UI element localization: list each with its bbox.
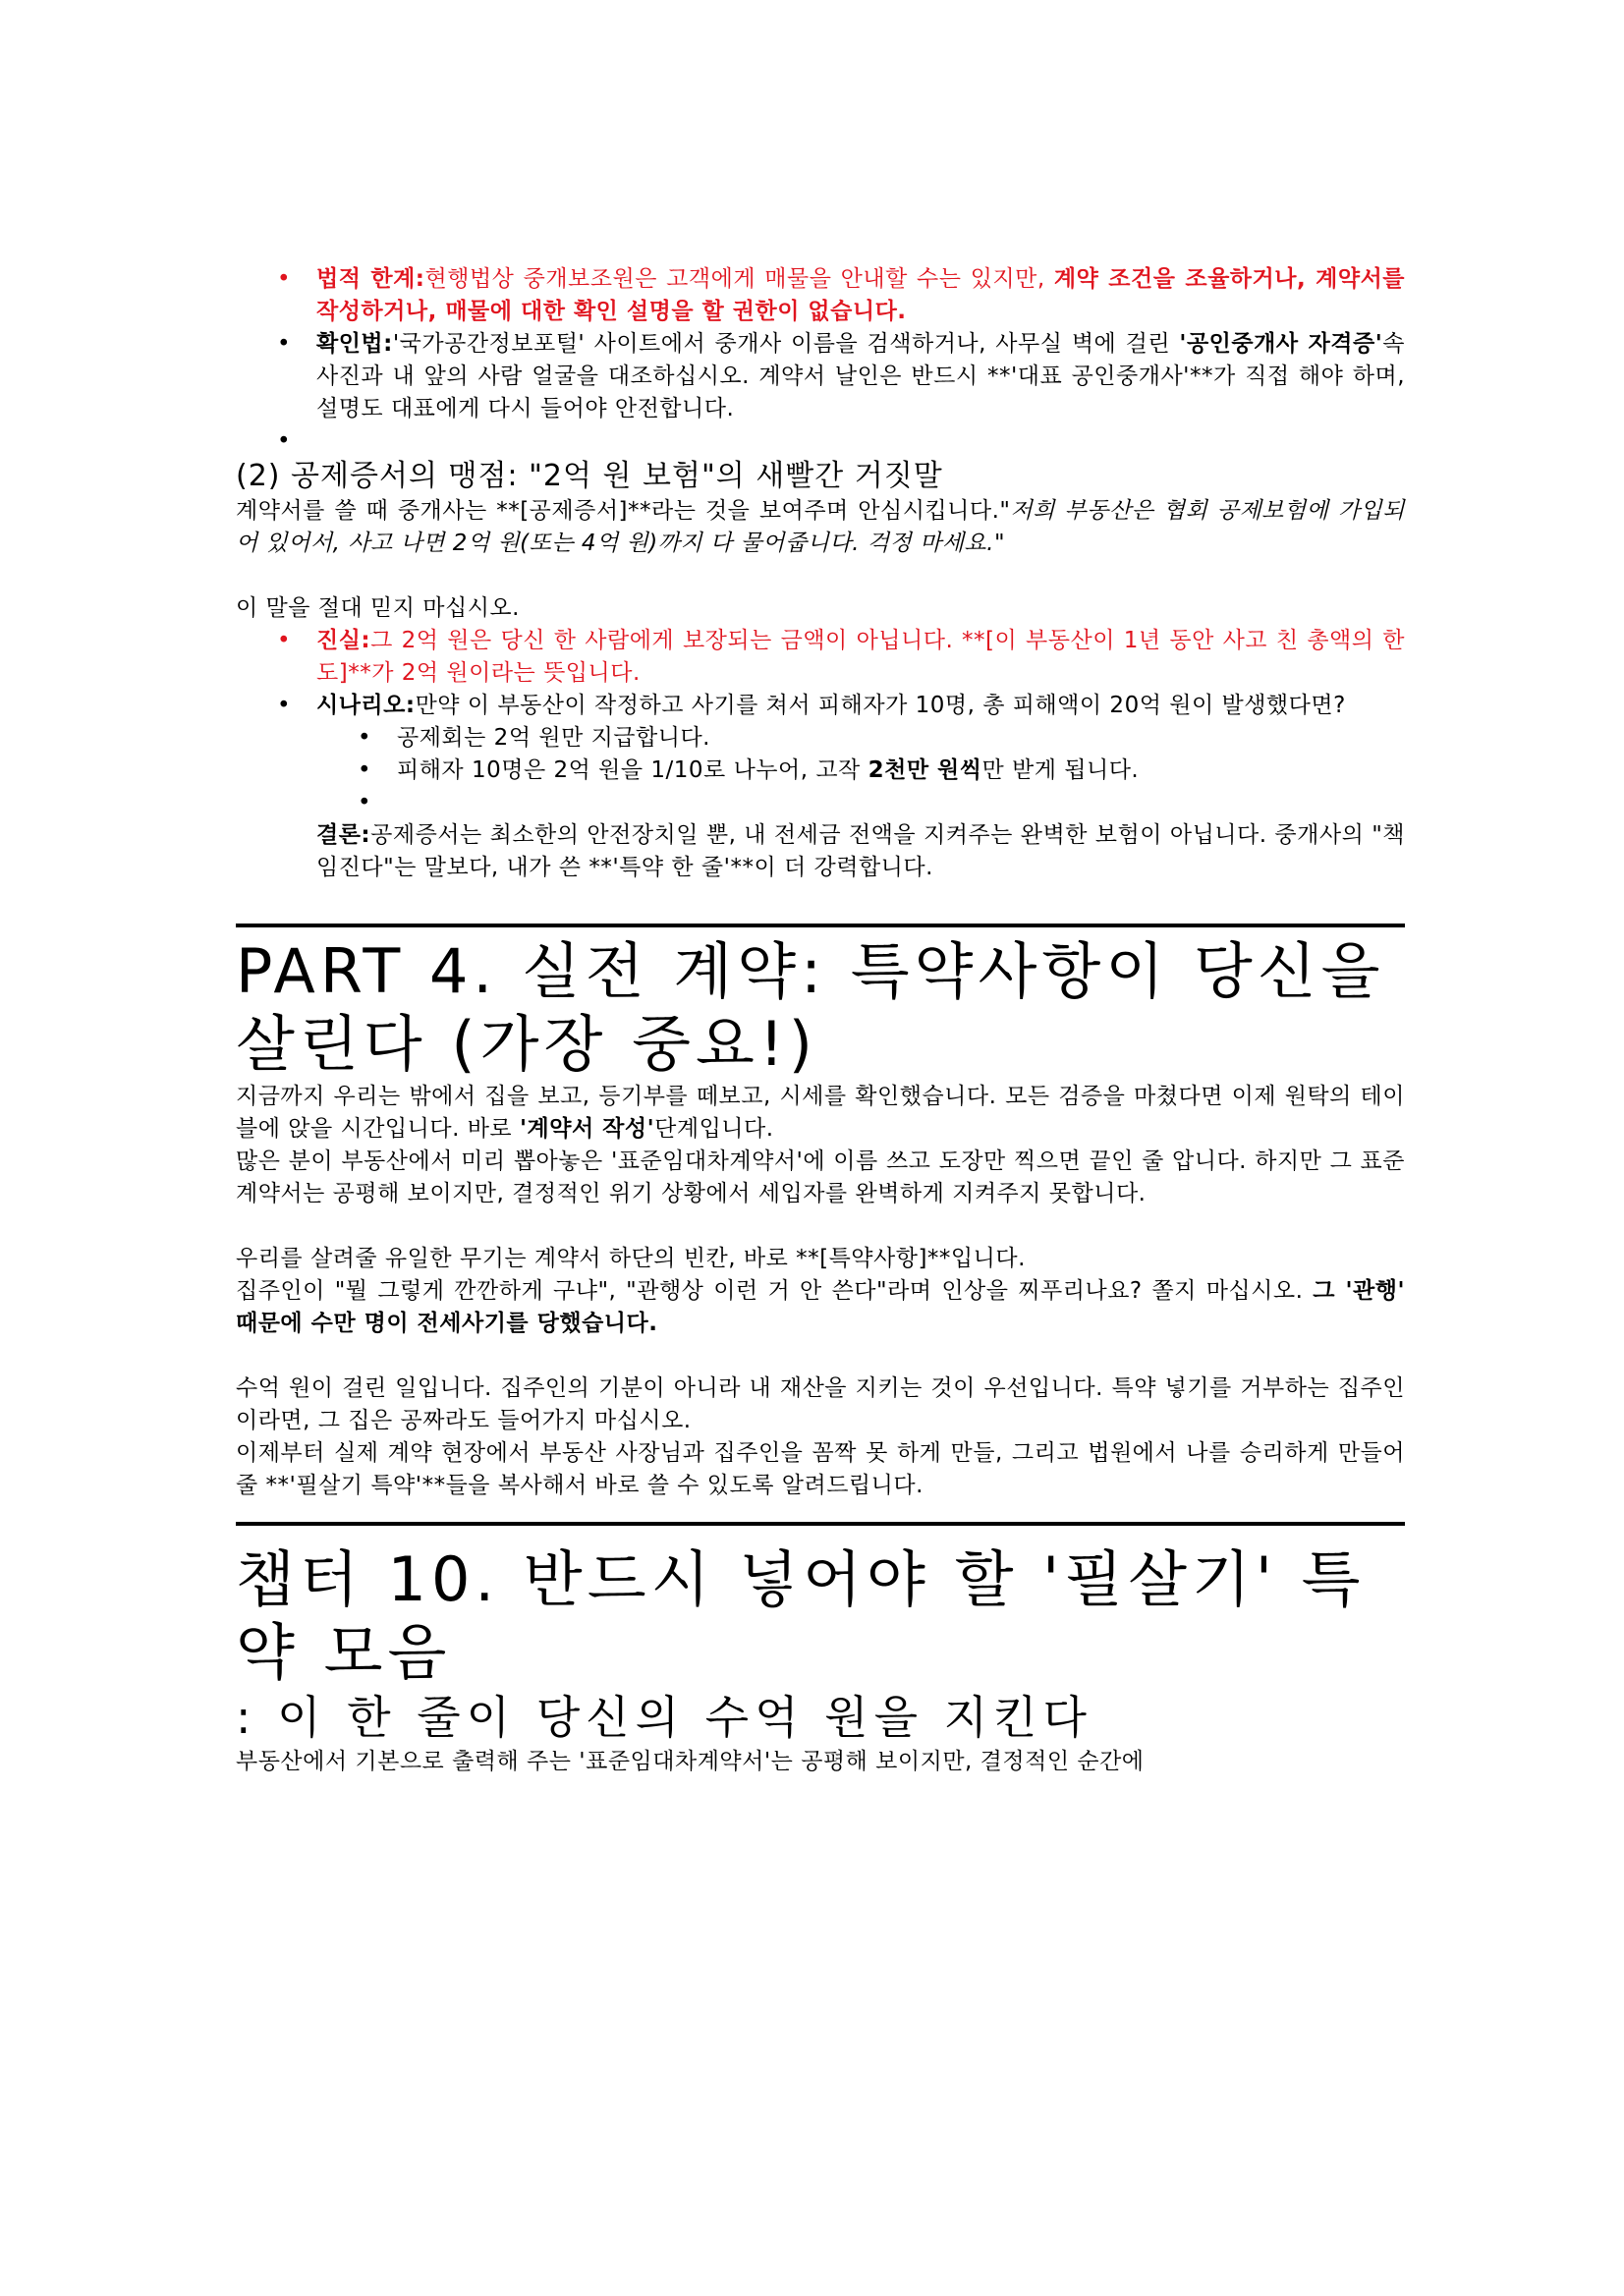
- text-run: 집주인이 "뭘 그렇게 깐깐하게 구냐", "관행상 이런 거 안 쓴다"라며 인상을 찌푸리나요? 쫄지 마십시오.: [236, 1278, 1314, 1304]
- conclusion: [236, 819, 1405, 884]
- list-item-scenario: [277, 690, 1405, 722]
- bullet-icon: •: [277, 428, 292, 454]
- label-check-method: 확인법:: [316, 331, 393, 357]
- bullet-icon: •: [277, 266, 292, 292]
- scenario-text: 만약 이 부동산이 작정하고 사기를 쳐서 피해자가 10명, 총 피해액이 20억 원이 발생했다면?: [415, 693, 1346, 718]
- part4-paragraph-1: [236, 1081, 1405, 1146]
- sublist-text-rest: 만 받게 됩니다.: [981, 757, 1140, 783]
- label-conclusion: 결론:: [316, 822, 371, 848]
- bullet-icon: •: [358, 725, 372, 751]
- part4-paragraph-6: 이제부터 실제 계약 현장에서 부동산 사장님과 집주인을 꼼짝 못 하게 만들, 그리고 법원에서 나를 승리하게 만들어줄 **'필살기 특약'**들을 복사해서 바로 쓸 수 있도록 알려드립니다.: [236, 1440, 1405, 1498]
- text-run: 지금까지 우리는 밖에서 집을 보고, 등기부를 떼보고, 시세를 확인했습니다. 모든 검증을 마쳤다면 이제 원탁의 테이블에 앉을 시간입니다. 바로: [236, 1084, 1405, 1142]
- list-item-check-method: [277, 328, 1406, 425]
- sublist-item-empty: [358, 787, 1405, 819]
- document-page: [236, 263, 1405, 1778]
- legal-limit-text-bold: 계약 조건을 조율하거나, 계약서를 작성하거나, 매물에 대한 확인 설명을 할 권한이 없습니다.: [316, 266, 1406, 324]
- sublist-text: 공제회는 2억 원만 지급합니다.: [397, 725, 710, 751]
- part4-paragraph-2: 많은 분이 부동산에서 미리 뽑아놓은 '표준임대차계약서'에 이름 쓰고 도장만 찍으면 끝인 줄 압니다. 하지만 그 표준 계약서는 공평해 보이지만, 결정적인 위기 상황에서 세입자를 완벽하게 지켜주지 못합니다.: [236, 1148, 1405, 1206]
- list-item-truth: [277, 625, 1405, 690]
- warning-text: 이 말을 절대 믿지 마십시오.: [236, 595, 520, 621]
- intro-quote: "저희 부동산은 협회 공제보험에 가입되어 있어서, 사고 나면 2억 원(또는 4억 원)까지 다 물어줍니다. 걱정 마세요.": [236, 498, 1405, 556]
- sublist-item: [358, 722, 1405, 755]
- bullet-icon: •: [277, 693, 292, 718]
- section-intro: [236, 495, 1405, 560]
- label-legal-limit: 법적 한계:: [316, 266, 425, 292]
- sublist-text: 피해자 10명은 2억 원을 1/10로 나누어, 고작: [397, 757, 868, 783]
- part4-paragraph-5: 수억 원이 걸린 일입니다. 집주인의 기분이 아니라 내 재산을 지키는 것이 우선입니다. 특약 넣기를 거부하는 집주인이라면, 그 집은 공짜라도 들어가지 마십시오.: [236, 1375, 1405, 1433]
- check-method-text: '국가공간정보포털' 사이트에서 중개사 이름을 검색하거나, 사무실 벽에 걸린: [392, 331, 1180, 357]
- conclusion-text: 공제증서는 최소한의 안전장치일 뿐, 내 전세금 전액을 지켜주는 완벽한 보험이 아닙니다. 중개사의 "책임진다"는 말보다, 내가 쓴 **'특약 한 줄'**이 더 강력합니다.: [316, 822, 1405, 880]
- bullet-icon: •: [358, 757, 372, 783]
- bullet-icon: •: [277, 628, 292, 653]
- text-run: 단계입니다.: [654, 1116, 774, 1142]
- check-method-text-bold: '공인중개사 자격증': [1179, 331, 1383, 357]
- list-item-legal-limit: [277, 263, 1406, 328]
- list-item-empty: [277, 425, 1405, 458]
- sublist-text-bold: 2천만 원씩: [868, 757, 982, 783]
- agent-list: [236, 263, 1405, 458]
- legal-limit-text: 현행법상 중개보조원은 고객에게 매물을 안내할 수는 있지만,: [424, 266, 1054, 292]
- truth-list: [236, 625, 1405, 722]
- text-run-bold: 그 '관행' 때문에 수만 명이 전세사기를 당했습니다.: [236, 1278, 1405, 1336]
- label-scenario: 시나리오:: [316, 693, 416, 718]
- chapter-paragraph-1: 부동산에서 기본으로 출력해 주는 '표준임대차계약서'는 공평해 보이지만, 결정적인 순간에: [236, 1749, 1145, 1774]
- text-run-bold: '계약서 작성': [519, 1116, 655, 1142]
- scenario-sublist: [236, 722, 1405, 819]
- sublist-item: [358, 755, 1405, 787]
- chapter-title: 챕터 10. 반드시 넣어야 할 '필살기' 특약 모음: [236, 1543, 1366, 1688]
- check-method-text-rest: 속 사진과 내 앞의 사람 얼굴을 대조하십시오. 계약서 날인은 반드시 **'대표 공인중개사'**가 직접 해야 하며, 설명도 대표에게 다시 들어야 안전합니다.: [316, 331, 1406, 421]
- part4-paragraph-4: [236, 1275, 1405, 1340]
- section-heading: (2) 공제증서의 맹점: "2억 원 보험"의 새빨간 거짓말: [236, 459, 943, 493]
- part-title: PART 4. 실전 계약: 특약사항이 당신을 살린다 (가장 중요!): [236, 935, 1385, 1080]
- bullet-icon: •: [277, 331, 292, 357]
- bullet-icon: •: [358, 790, 372, 815]
- truth-text: 그 2억 원은 당신 한 사람에게 보장되는 금액이 아닙니다. **[이 부동산이 1년 동안 사고 친 총액의 한도]**가 2억 원이라는 뜻입니다.: [316, 628, 1405, 686]
- part4-paragraph-3: 우리를 살려줄 유일한 무기는 계약서 하단의 빈칸, 바로 **[특약사항]**입니다.: [236, 1246, 1026, 1271]
- chapter-subtitle: : 이 한 줄이 당신의 수억 원을 지킨다: [236, 1691, 1092, 1744]
- label-truth: 진실:: [316, 628, 371, 653]
- intro-text: 계약서를 쓸 때 중개사는 **[공제증서]**라는 것을 보여주며 안심시킵니다.: [236, 498, 1000, 524]
